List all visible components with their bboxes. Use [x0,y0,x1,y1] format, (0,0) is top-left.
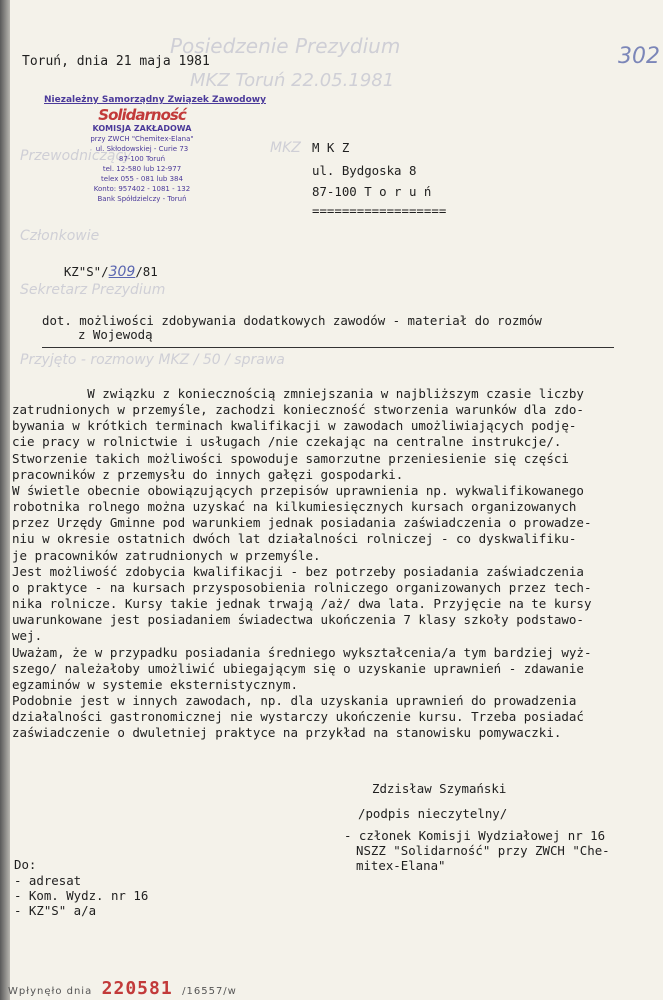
faint-handwritten-note: Członkowie [20,228,100,244]
faint-handwritten-note: Posiedzenie Prezydium [170,34,401,58]
body-line: uwarunkowane jest posiadaniem świadectwa ukończenia 7 klasy szkoły podstawo- [12,612,584,628]
body-line: nika rolnicze. Kursy takie jednak trwają /aż/ dwa lata. Przyjęcie na te kursy [12,596,592,612]
subject-rule [42,347,614,348]
body-line: Stworzenie takich możliwości spowoduje samorzutne przeniesienie się części [12,450,569,466]
body-line: o praktyce - na kursach przysposobienia rolniczego organizowanych przez tech- [12,579,592,595]
signature-role-3: mitex-Elana" [356,858,446,873]
body-line: przez Urzędy Gminne pod warunkiem jednak posiadania zaświadczenia o prowadze- [12,515,592,531]
receipt-stamp [8,978,237,999]
body-line: szego/ należałoby umożliwić ubiegającym się o uzyskanie uprawnień - zdawanie [12,660,584,676]
subject-line-2: z Wojewodą [78,327,153,342]
signature-role-2: NSZZ "Solidarność" przy ZWCH "Che- [356,843,610,858]
body-line: zaświadczenie o dwuletniej praktyce na przykład na stanowisku pomywaczki. [12,725,562,741]
body-line: zatrudnionych w przemyśle, zachodzi konieczność stworzenia warunków dla zdo- [12,402,584,418]
body-line: je pracowników zatrudnionych w przemyśle. [12,547,321,563]
receipt-stamp-label: Wpłynęło dnia [8,986,93,997]
faint-handwritten-note: Przyjęto - rozmowy MKZ / 50 / sprawa [20,352,285,368]
solidarnosc-logo: Solidarność [98,106,186,124]
date-line: Toruń, dnia 21 maja 1981 [22,54,210,69]
signature-role-1: - członek Komisji Wydziałowej nr 16 [344,828,606,843]
body-line: robotnika rolnego można uzyskać na kilkumiesięcznych kursach organizowanych [12,499,577,515]
body-line: Uważam, że w przypadku posiadania średniego wykształcenia/a tym bardziej wyż- [12,644,592,660]
stamp-line: Bank Spółdzielczy - Toruń [97,195,187,203]
body-line: niu w okresie ostatnich dwóch lat działalności rolniczej - co dyskwalifiku- [12,531,577,547]
faint-handwritten-note: Sekretarz Prezydium [20,282,166,298]
stamp-line: Konto: 957402 - 1081 - 132 [93,185,191,193]
body-line: W związku z koniecznością zmniejszania w najbliższym czasie liczby [12,386,584,401]
stamp-line: tel. 12-580 lub 12-977 [102,165,182,173]
recipient-city: 87-100 T o r u ń [312,184,432,199]
receipt-stamp-note: /16557/w [182,986,237,997]
reference-prefix: KZ"S"/ [63,264,109,279]
body-line: W świetle obecnie obowiązujących przepisów uprawnienia np. wykwalifikowanego [12,482,584,498]
faint-handwritten-note: MKZ Toruń 22.05.1981 [190,70,395,91]
stamp-line: KOMISJA ZAKŁADOWA [92,124,192,133]
letter-body [12,386,660,741]
stamp-line: 87-100 Toruń [118,155,166,163]
handwritten-page-number: 302 [618,44,660,69]
reference-suffix: /81 [135,264,158,279]
stamp-line: przy ZWCH "Chemitex-Elana" [90,135,194,143]
body-line: Jest możliwość zdobycia kwalifikacji - bez potrzeby posiadania zaświadczenia [12,563,584,579]
recipient-underline: ================== [312,203,447,218]
faint-handwritten-note: Przewodniczący [20,148,132,164]
body-line: Podobnie jest w innych zawodach, np. dla uzyskania uprawnień do prowadzenia [12,692,577,708]
copies-item: - adresat [14,873,82,888]
recipient-name: M K Z [312,140,350,155]
signature-name: Zdzisław Szymański [372,781,507,796]
reference-handwritten-number: 309 [108,264,136,280]
body-line: egzaminów w systemie eksternistycznym. [12,676,298,692]
organization-stamp [44,94,266,220]
stamp-title: Niezależny Samorządny Związek Zawodowy [44,95,266,105]
reference-number [34,249,158,295]
receipt-stamp-number: 220581 [101,978,173,999]
copies-item: - Kom. Wydz. nr 16 [14,888,149,903]
faint-handwritten-note: MKZ [270,140,301,156]
recipient-street: ul. Bydgoska 8 [312,163,417,178]
copies-item: - KZ"S" a/a [14,903,97,918]
stamp-line: ul. Skłodowskiej - Curie 73 [95,145,189,153]
signature-note: /podpis nieczytelny/ [358,806,508,821]
stamp-line: telex 055 - 081 lub 384 [101,175,183,183]
copies-label: Do: [14,857,37,872]
body-line: wej. [12,628,43,644]
subject-line-1: dot. możliwości zdobywania dodatkowych zawodów - materiał do rozmów [42,313,542,328]
binding-edge [0,0,10,1000]
body-line: działalności gastronomicznej nie wystarczy ukończenie kursu. Trzeba posiadać [12,709,584,725]
body-line: pracowników z przemysłu do innych gałęzi gospodarki. [12,466,404,482]
body-line: cie pracy w rolnictwie i usługach /nie czekając na centralne instrukcje/. [12,434,562,450]
body-line: bywania w krótkich terminach kwalifikacji w zawodach umożliwiających podję- [12,418,577,434]
